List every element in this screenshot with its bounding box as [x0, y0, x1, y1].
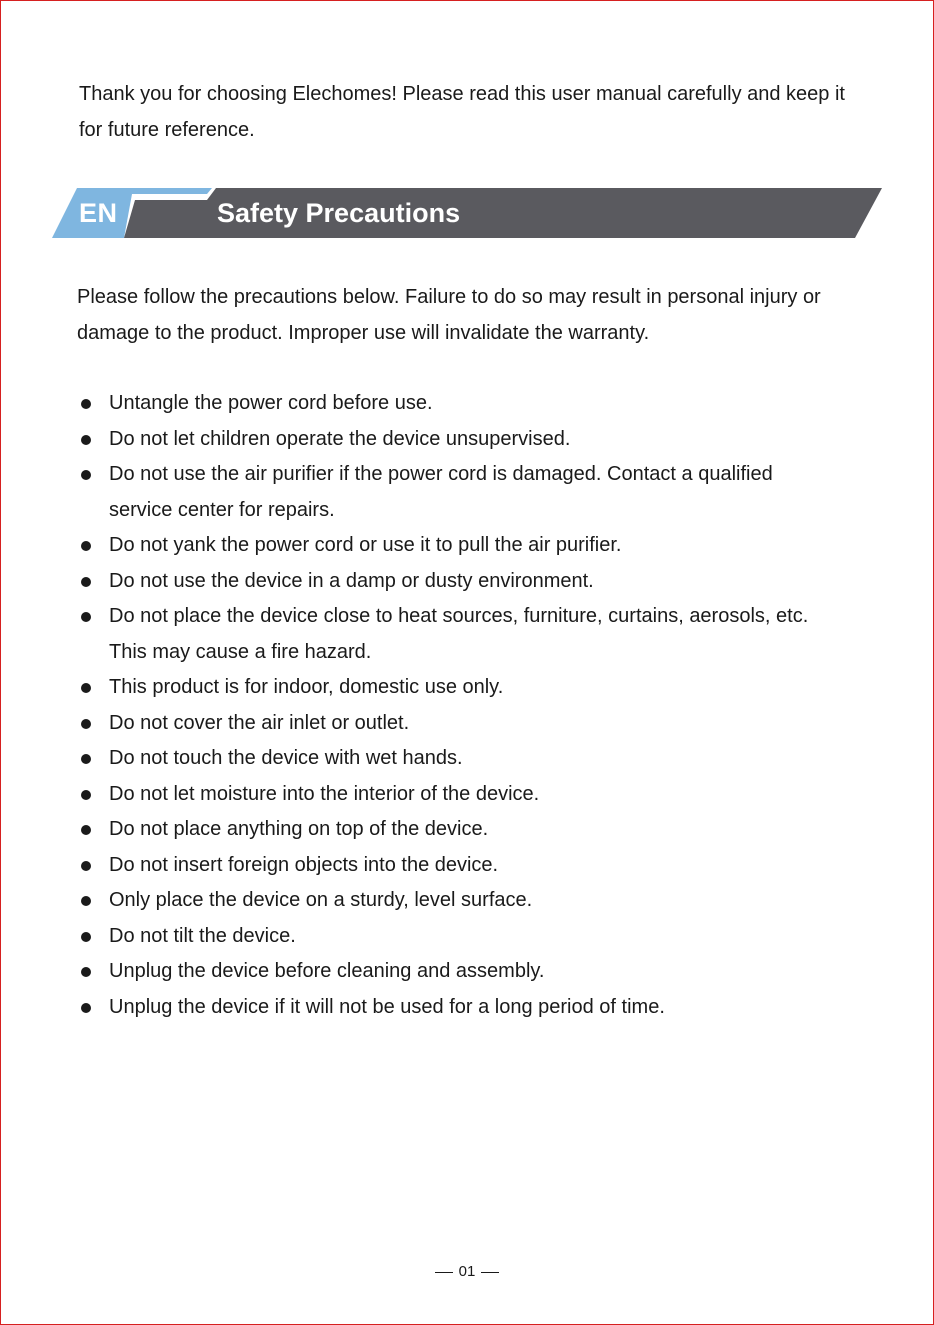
bullet-icon	[81, 577, 91, 587]
page-number: 01	[458, 1263, 476, 1280]
list-item	[77, 741, 877, 777]
dash-right	[481, 1272, 499, 1273]
list-item	[77, 919, 877, 955]
section-title: Safety Precautions	[217, 198, 461, 228]
bullet-icon	[81, 612, 91, 622]
list-item-text: Do not place the device close to heat sources, furniture, curtains, aerosols, etc. This may cause a fire hazard.	[109, 605, 809, 663]
list-item	[77, 954, 877, 990]
page-footer	[0, 1263, 934, 1280]
bullet-icon	[81, 683, 91, 693]
list-item	[77, 386, 877, 422]
banner-shape	[52, 188, 882, 240]
list-item-text: Unplug the device before cleaning and assembly.	[109, 960, 545, 982]
bullet-icon	[81, 861, 91, 871]
bullet-icon	[81, 790, 91, 800]
list-item	[77, 564, 877, 600]
list-item	[77, 812, 877, 848]
list-item-text: Do not let moisture into the interior of the device.	[109, 782, 540, 805]
bullet-icon	[81, 754, 91, 764]
precautions-list	[77, 386, 877, 1025]
section-banner	[52, 188, 882, 240]
bullet-icon	[81, 825, 91, 835]
bullet-icon	[81, 932, 91, 942]
warning-text: Please follow the precautions below. Failure to do so may result in personal injury or damage to the product. Improper use will invalidate the warranty.	[77, 286, 821, 344]
list-item	[77, 599, 849, 670]
list-item-text: Do not use the air purifier if the power cord is damaged. Contact a qualified service center for repairs.	[109, 463, 773, 521]
list-item	[77, 990, 877, 1026]
dash-left	[435, 1272, 453, 1273]
list-item-text: Only place the device on a sturdy, level surface.	[109, 889, 533, 911]
list-item	[77, 777, 877, 813]
language-label: EN	[79, 198, 118, 228]
list-item	[77, 528, 877, 564]
list-item	[77, 848, 877, 884]
list-item-text: Do not insert foreign objects into the device.	[109, 853, 499, 876]
list-item-text: Do not yank the power cord or use it to pull the air purifier.	[109, 534, 622, 556]
list-item-text: Untangle the power cord before use.	[109, 392, 433, 414]
intro-text: Thank you for choosing Elechomes! Please read this user manual carefully and keep it for future reference.	[79, 83, 845, 141]
bullet-icon	[81, 435, 91, 445]
bullet-icon	[81, 470, 91, 480]
bullet-icon	[81, 1003, 91, 1013]
bullet-icon	[81, 967, 91, 977]
list-item	[77, 706, 877, 742]
list-item-text: Do not tilt the device.	[109, 924, 296, 947]
list-item	[77, 422, 877, 458]
bullet-icon	[81, 541, 91, 551]
list-item	[77, 670, 877, 706]
list-item-text: Do not place anything on top of the device.	[109, 818, 489, 840]
bullet-icon	[81, 719, 91, 729]
list-item-text: Unplug the device if it will not be used for a long period of time.	[109, 995, 665, 1018]
list-item-text: Do not touch the device with wet hands.	[109, 747, 463, 769]
list-item-text: Do not use the device in a damp or dusty environment.	[109, 569, 594, 592]
bullet-icon	[81, 399, 91, 409]
list-item-text: Do not let children operate the device unsupervised.	[109, 427, 571, 450]
bullet-icon	[81, 896, 91, 906]
list-item-text: Do not cover the air inlet or outlet.	[109, 711, 410, 734]
list-item	[77, 457, 809, 528]
list-item	[77, 883, 877, 919]
list-item-text: This product is for indoor, domestic use only.	[109, 676, 504, 698]
